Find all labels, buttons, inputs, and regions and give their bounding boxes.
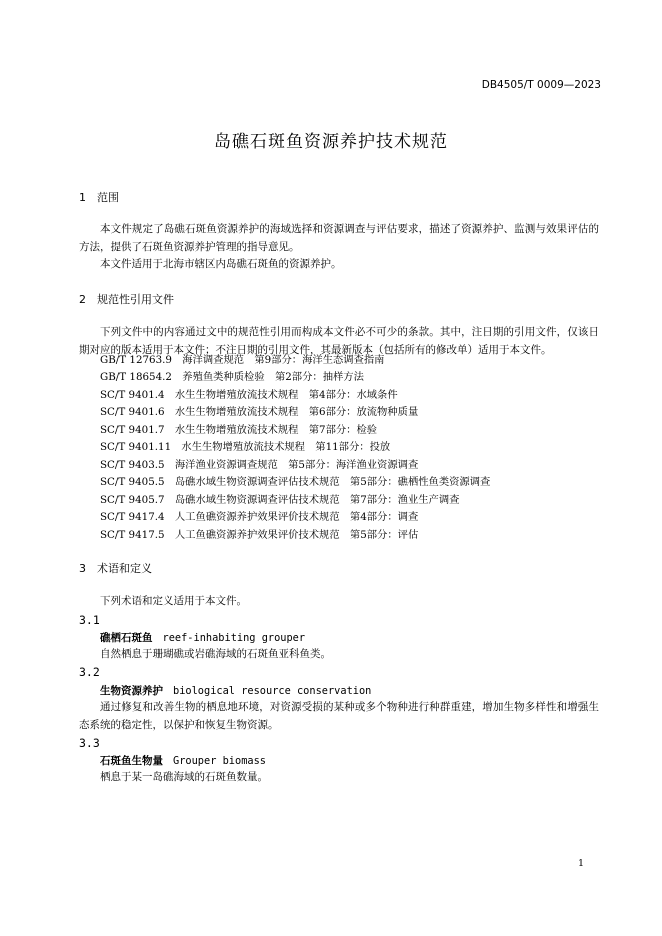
references-intro-paragraph: 下列文件中的内容通过文中的规范性引用而构成本文件必不可少的条款。其中，注日期的引用文件，仅该日期对应的版本适用于本文件；不注日期的引用文件，其最新版本（包括所有的修改单）适用于本文件。: [79, 326, 599, 356]
reference-item: SC/T 9401.4 水生生物增殖放流技术规程 第4部分：水域条件: [100, 389, 398, 401]
section-2-heading: [79, 291, 174, 307]
term-name-en: reef-inhabiting grouper: [162, 632, 306, 644]
term-name-en: Grouper biomass: [173, 755, 266, 767]
term-number: 3.2: [79, 665, 100, 679]
reference-item: SC/T 9401.7 水生生物增殖放流技术规程 第7部分：检验: [100, 424, 378, 436]
term-definition: 栖息于某一岛礁海域的石斑鱼数量。: [100, 771, 268, 783]
term-name: [100, 753, 266, 768]
reference-item: SC/T 9405.5 岛礁水域生物资源调查评估技术规范 第5部分：礁栖性鱼类资源调查: [100, 476, 491, 488]
reference-item: SC/T 9417.4 人工鱼礁资源养护效果评价技术规范 第4部分：调查: [100, 511, 419, 523]
section-number: 1: [79, 191, 86, 204]
document-title: 岛礁石斑鱼资源养护技术规范: [214, 132, 448, 152]
reference-item: SC/T 9417.5 人工鱼礁资源养护效果评价技术规范 第5部分：评估: [100, 529, 419, 541]
term-name-cn: 石斑鱼生物量: [100, 755, 163, 767]
term-name: [100, 630, 305, 645]
reference-item: GB/T 12763.9 海洋调查规范 第9部分：海洋生态调查指南: [100, 354, 385, 366]
document-number: DB4505/T 0009—2023: [481, 79, 601, 91]
terms-intro-paragraph: 下列术语和定义适用于本文件。: [100, 595, 247, 607]
term-name-cn: 礁栖石斑鱼: [100, 632, 153, 644]
term-name-en: biological resource conservation: [173, 685, 372, 697]
section-title: 术语和定义: [97, 562, 152, 575]
term-number: 3.3: [79, 736, 100, 750]
section-3-heading: [79, 560, 152, 576]
reference-item: GB/T 18654.2 养殖鱼类种质检验 第2部分：抽样方法: [100, 371, 364, 383]
reference-item: SC/T 9401.11 水生生物增殖放流技术规程 第11部分：投放: [100, 441, 391, 453]
section-number: 3: [79, 562, 86, 575]
reference-item: SC/T 9403.5 海洋渔业资源调查规范 第5部分：海洋渔业资源调查: [100, 459, 419, 471]
section-title: 规范性引用文件: [97, 293, 174, 306]
scope-paragraph: 本文件规定了岛礁石斑鱼资源养护的海域选择和资源调查与评估要求，描述了资源养护、监测与效果评估的方法，提供了石斑鱼资源养护管理的指导意见。: [79, 223, 599, 253]
reference-item: SC/T 9401.6 水生生物增殖放流技术规程 第6部分：放流物种质量: [100, 406, 419, 418]
section-title: 范围: [97, 191, 119, 204]
term-name-cn: 生物资源养护: [100, 685, 163, 697]
term-name: [100, 683, 371, 698]
term-definition: 自然栖息于珊瑚礁或岩礁海域的石斑鱼亚科鱼类。: [100, 648, 331, 660]
page-number: 1: [577, 858, 584, 869]
section-number: 2: [79, 293, 86, 306]
term-definition: 通过修复和改善生物的栖息地环境，对资源受损的某种或多个物种进行种群重建，增加生物多样性和增强生态系统的稳定性，以保护和恢复生物资源。: [79, 701, 599, 731]
term-number: 3.1: [79, 613, 100, 627]
section-1-heading: [79, 189, 119, 205]
applicability-paragraph: 本文件适用于北海市辖区内岛礁石斑鱼的资源养护。: [100, 258, 342, 270]
reference-item: SC/T 9405.7 岛礁水域生物资源调查评估技术规范 第7部分：渔业生产调查: [100, 494, 460, 506]
